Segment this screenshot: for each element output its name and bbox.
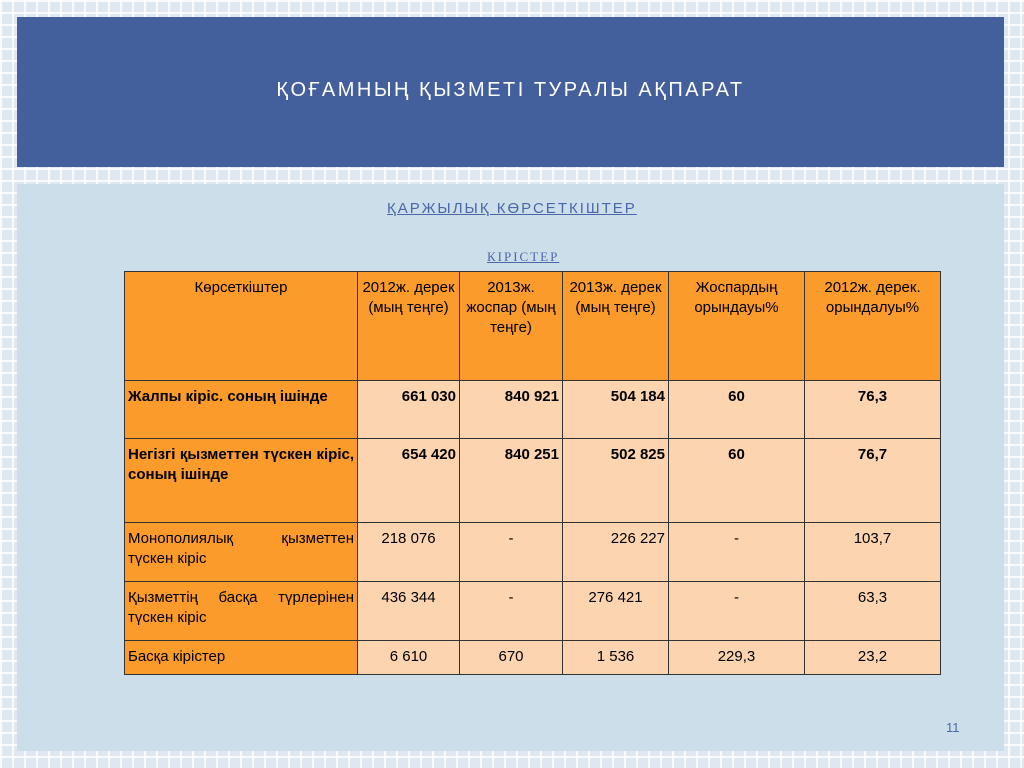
cell-2013-plan: - (460, 582, 563, 641)
row-label: Монополиялық қызметтен түскен кіріс (125, 523, 358, 582)
table-row (125, 523, 941, 582)
cell-2013-actual: 502 825 (563, 439, 669, 523)
cell-2012-actual: 654 420 (358, 439, 460, 523)
cell-2013-actual: 1 536 (563, 641, 669, 675)
revenue-table (124, 271, 941, 675)
cell-2013-plan: 840 251 (460, 439, 563, 523)
slide-subtitle: ҚАРЖЫЛЫҚ КӨРСЕТКІШТЕР (387, 200, 637, 217)
header-2012-actual: 2012ж. дерек (мың теңге) (358, 272, 460, 381)
cell-2013-plan: 840 921 (460, 381, 563, 439)
row-label: Басқа кірістер (125, 641, 358, 675)
cell-plan-execution: 60 (669, 381, 805, 439)
cell-2012-actual: 6 610 (358, 641, 460, 675)
cell-2012-actual: 661 030 (358, 381, 460, 439)
row-label: Жалпы кіріс. соның ішінде (125, 381, 358, 439)
cell-2012-actual: 218 076 (358, 523, 460, 582)
cell-2012-execution: 76,7 (805, 439, 941, 523)
table-row (125, 381, 941, 439)
cell-plan-execution: 229,3 (669, 641, 805, 675)
header-indicators: Көрсеткіштер (125, 272, 358, 381)
table-row (125, 582, 941, 641)
cell-2012-actual: 436 344 (358, 582, 460, 641)
cell-2013-plan: - (460, 523, 563, 582)
header-2013-plan: 2013ж. жоспар (мың теңге) (460, 272, 563, 381)
cell-2012-execution: 23,2 (805, 641, 941, 675)
cell-2012-execution: 76,3 (805, 381, 941, 439)
header-2013-actual: 2013ж. дерек (мың теңге) (563, 272, 669, 381)
table-row (125, 641, 941, 675)
row-label: Негізгі қызметтен түскен кіріс, соның ішінде (125, 439, 358, 523)
slide-title: ҚОҒАМНЫҢ ҚЫЗМЕТІ ТУРАЛЫ АҚПАРАТ (276, 79, 745, 101)
table-row (125, 439, 941, 523)
cell-2013-actual: 504 184 (563, 381, 669, 439)
cell-2013-actual: 276 421 (563, 582, 669, 641)
header-2012-execution: 2012ж. дерек. орындалуы% (805, 272, 941, 381)
slide-number: 11 (946, 720, 960, 735)
table-header-row (125, 272, 941, 381)
cell-plan-execution: - (669, 523, 805, 582)
cell-2012-execution: 63,3 (805, 582, 941, 641)
cell-2013-actual: 226 227 (563, 523, 669, 582)
cell-2013-plan: 670 (460, 641, 563, 675)
cell-plan-execution: - (669, 582, 805, 641)
cell-2012-execution: 103,7 (805, 523, 941, 582)
cell-plan-execution: 60 (669, 439, 805, 523)
row-label: Қызметтің басқа түрлерінен түскен кіріс (125, 582, 358, 641)
section-label: КІРІСТЕР (487, 249, 560, 264)
title-banner (17, 17, 1004, 167)
header-plan-execution: Жоспардың орындауы% (669, 272, 805, 381)
